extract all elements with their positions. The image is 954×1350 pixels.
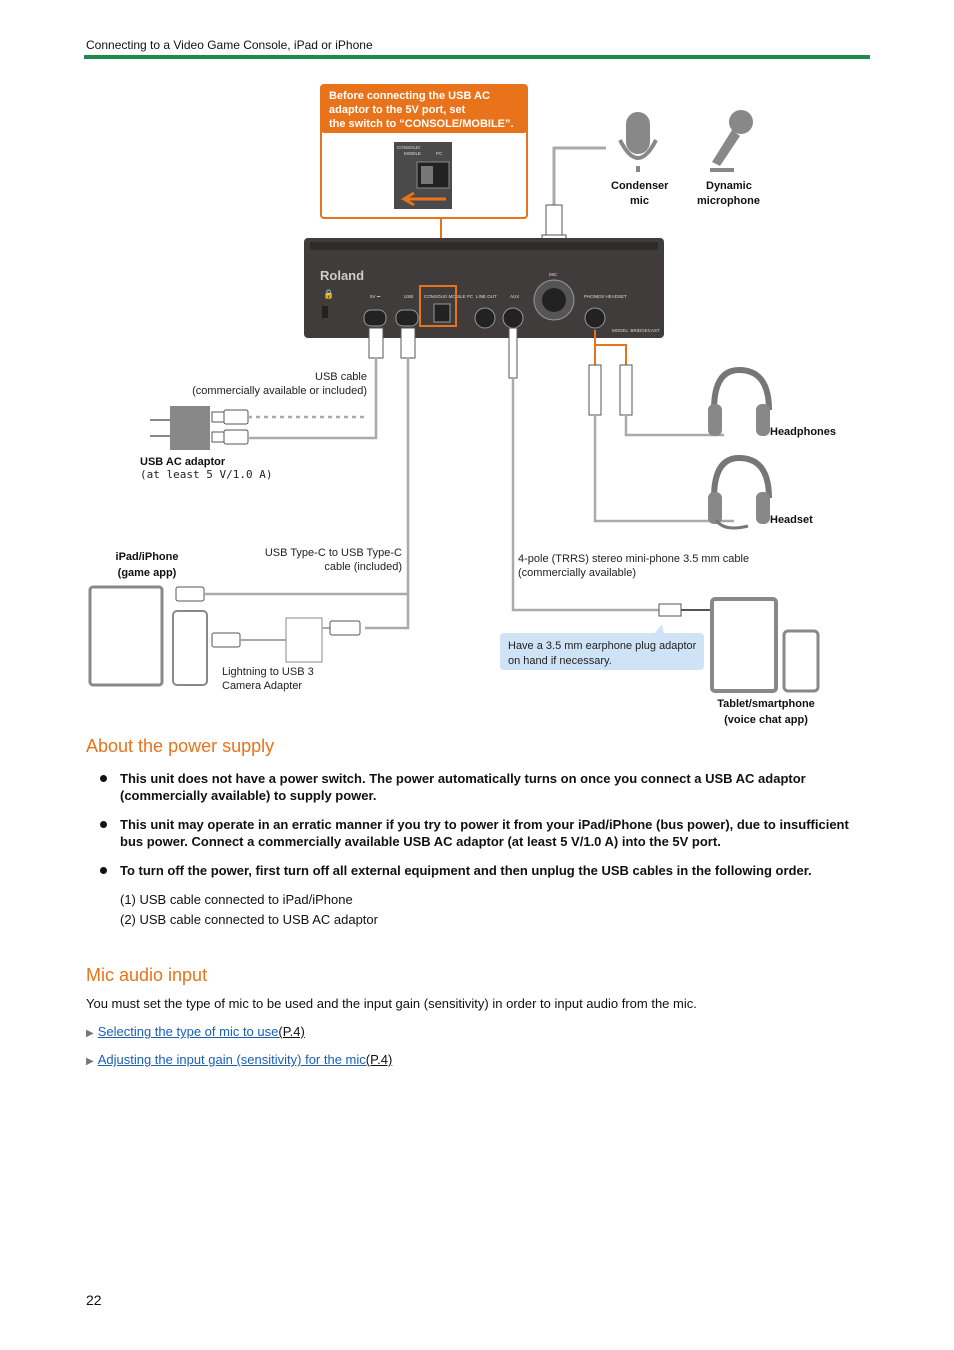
ipad-iphone-label-2: (game app)	[117, 567, 177, 579]
switch-label-console: CONSOLE/	[397, 145, 421, 150]
tablet-smartphone-label-2: (voice chat app)	[724, 714, 808, 726]
page-number: 22	[86, 1292, 102, 1308]
xref-page[interactable]: (P.4)	[278, 1024, 305, 1039]
mic-input-heading: Mic audio input	[86, 965, 208, 985]
usb-cable-label-2: (commercially available or included)	[192, 385, 367, 397]
dynamic-mic-icon	[710, 110, 753, 170]
port-label-aux: AUX	[510, 294, 520, 299]
bridgecast-device	[304, 238, 664, 338]
smartphone-icon	[784, 631, 818, 691]
xref-link-text[interactable]: Selecting the type of mic to use	[97, 1024, 279, 1039]
usb-cable-label-1: USB cable	[315, 371, 367, 383]
condenser-mic-label-1: Condenser	[611, 180, 669, 192]
lightning-adapter-label-2: Camera Adapter	[222, 680, 303, 692]
power-bullet-list	[98, 770, 858, 891]
dynamic-mic-label-1: Dynamic	[706, 180, 752, 192]
link-arrow-icon: ▶	[86, 1056, 94, 1067]
condenser-mic-label-2: mic	[630, 195, 649, 207]
trrs-cable-label-2: (commercially available)	[518, 567, 636, 579]
switch-label-mobile: MOBILE	[404, 151, 422, 156]
port-label-mic: MIC	[549, 272, 558, 277]
running-header: Connecting to a Video Game Console, iPad or iPhone	[86, 38, 373, 52]
xref-mic-type[interactable]	[86, 1024, 305, 1039]
unplug-steps	[120, 890, 378, 930]
bullet-dot	[100, 821, 107, 828]
bullet-dot	[100, 775, 107, 782]
usb-ac-adaptor-icon	[150, 406, 368, 450]
port-label-5v: 5V ⎓	[370, 294, 381, 299]
callout-text-2: adaptor to the 5V port, set	[329, 104, 466, 116]
power-bullet-item: This unit may operate in an erratic manner if you try to power it from your iPad/iPhone (bus power), due to insufficient bus power. Connect a commercially available USB AC adaptor (at least 5 V/1.0 A) into the 5V port.	[98, 816, 858, 850]
note-text-2: on hand if necessary.	[508, 655, 612, 667]
trrs-cable-label-1: 4-pole (TRRS) stereo mini-phone 3.5 mm cable	[518, 553, 750, 565]
ipad-icon	[90, 587, 162, 685]
note-bubble	[500, 624, 704, 670]
headset-label: Headset	[770, 514, 813, 526]
header-rule	[84, 55, 870, 59]
port-label-phones: PHONES/ HEADSET	[584, 294, 627, 299]
condenser-mic-icon	[620, 112, 656, 172]
usb-ac-adaptor-label: USB AC adaptor	[140, 456, 226, 468]
ipad-iphone-label-1: iPad/iPhone	[115, 551, 179, 563]
lightning-adapter-label-1: Lightning to USB 3	[222, 666, 314, 678]
port-label-switch: CONSOLE/ MOBILE PC	[424, 294, 474, 299]
switch-label-pc: PC	[436, 151, 443, 156]
unplug-step: (1) USB cable connected to iPad/iPhone	[120, 892, 353, 907]
brand-logo: Roland	[320, 268, 365, 283]
connection-diagram	[84, 80, 874, 730]
unplug-step: (2) USB cable connected to USB AC adaptor	[120, 912, 378, 927]
headphones-label: Headphones	[770, 426, 837, 438]
tablet-icon	[712, 599, 776, 691]
power-supply-heading: About the power supply	[86, 736, 275, 756]
model-label: MODEL: BRIDGECAST	[612, 328, 660, 333]
mic-input-body: You must set the type of mic to be used and the input gain (sensitivity) in order to input audio from the mic.	[86, 996, 697, 1011]
usb-ac-adaptor-spec: (at least 5 V/1.0 A)	[140, 468, 273, 481]
note-text-1: Have a 3.5 mm earphone plug adaptor	[508, 640, 697, 652]
xref-page[interactable]: (P.4)	[365, 1052, 393, 1067]
bullet-dot	[100, 867, 107, 874]
port-label-lineout: LINE OUT	[476, 294, 497, 299]
power-bullet-item: To turn off the power, first turn off all external equipment and then unplug the USB cables in the following order.	[98, 862, 858, 879]
svg-text:🔒: 🔒	[323, 289, 335, 299]
iphone-icon	[173, 611, 207, 685]
power-bullet-item: This unit does not have a power switch. The power automatically turns on once you connect a USB AC adaptor (commercially available) to supply power.	[98, 770, 858, 804]
xref-input-gain[interactable]	[86, 1052, 392, 1067]
dynamic-mic-label-2: microphone	[697, 195, 760, 207]
callout-text-1: Before connecting the USB AC	[329, 90, 490, 102]
port-label-usb: USB	[404, 294, 414, 299]
headphones-icon	[708, 370, 770, 436]
callout-text-3: the switch to “CONSOLE/MOBILE”.	[329, 118, 514, 130]
usbc-cable-label-1: USB Type-C to USB Type-C	[264, 547, 402, 559]
usbc-cable-label-2: cable (included)	[324, 561, 402, 573]
tablet-smartphone-label-1: Tablet/smartphone	[717, 698, 815, 710]
headset-icon	[708, 458, 770, 528]
link-arrow-icon: ▶	[86, 1028, 94, 1039]
xref-link-text[interactable]: Adjusting the input gain (sensitivity) for the mic	[97, 1052, 366, 1067]
